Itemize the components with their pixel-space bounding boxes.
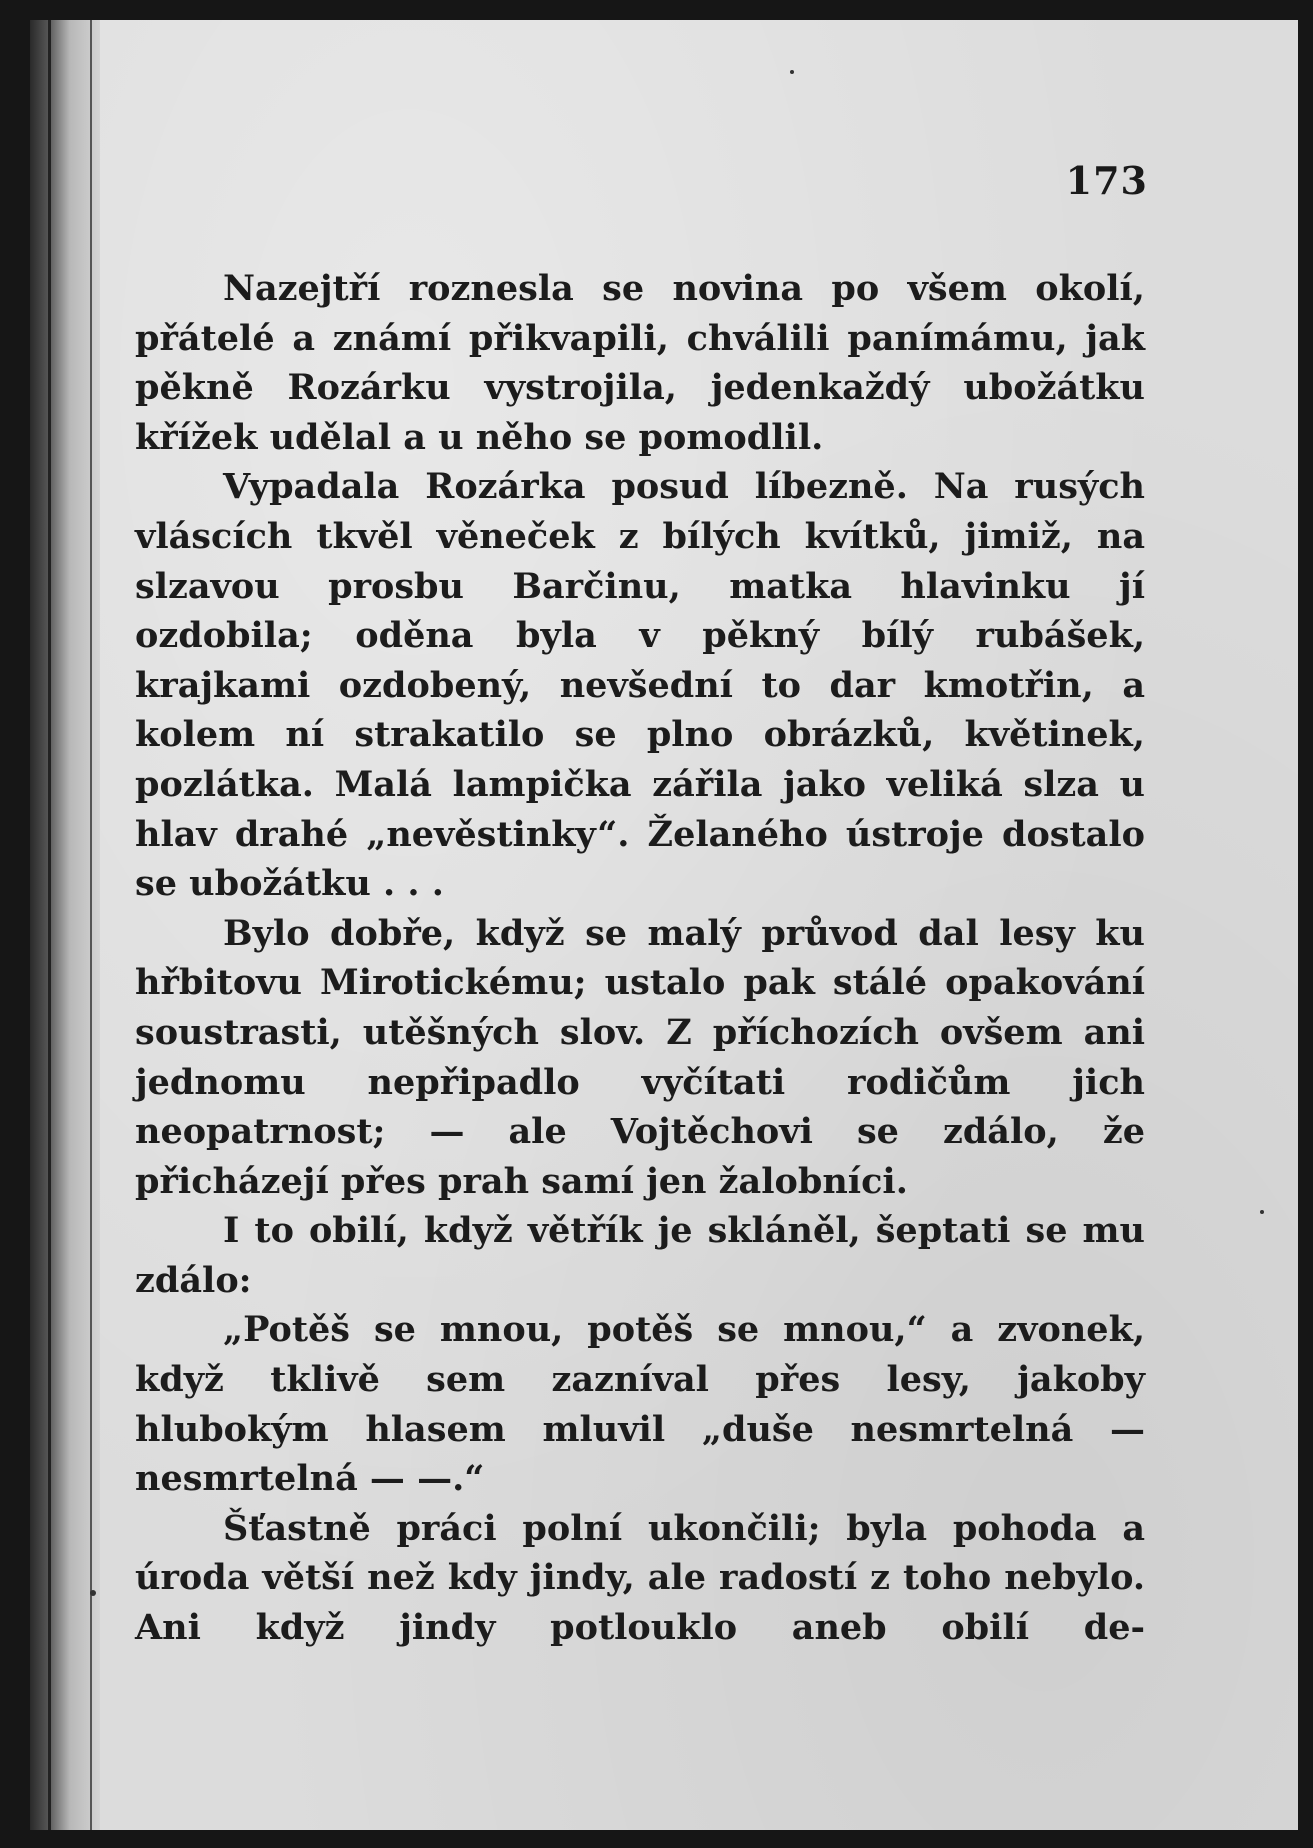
paragraph: Nazejtří roznesla se novina po všem okolí, přátelé a známí přikvapili, chválili panímámu, jak pěkně Rozárku vystrojila, jedenkaždý ubožátku křížek udělal a u něho se pomodlil. (135, 268, 1145, 458)
paragraph: I to obilí, když větřík je skláněl, šeptati se mu zdálo: (135, 1210, 1145, 1301)
paper-speck (790, 70, 794, 74)
paper-speck (1260, 1210, 1264, 1214)
paragraph: Šťastně práci polní ukončili; byla pohoda a úroda větší než kdy jindy, ale radostí z toho nebylo. Ani když jindy potlouklo aneb obilí de- (135, 1507, 1145, 1649)
book-page (30, 20, 1298, 1830)
page-number: 173 (1065, 158, 1148, 203)
paragraph: „Potěš se mnou, potěš se mnou,“ a zvonek, když tklivě sem zazníval přes lesy, jakoby hlubokým hlasem mluvil „duše nesmrtelná — nesmrtelná — —.“ (135, 1309, 1145, 1500)
paragraph: Bylo dobře, když se malý průvod dal lesy ku hřbitovu Mirotickému; ustalo pak stálé opakování soustrasti, utěšných slov. Z příchozích ovšem ani jednomu nepřipadlo vyčítati rodičům jich neopatrnost; — ale Vojtěchovi se zdálo, že přicházejí přes prah samí jen žalobníci. (135, 912, 1145, 1202)
gutter-edge-line (48, 20, 51, 1830)
paragraph: Vypadala Rozárka posud líbezně. Na rusých vláscích tkvěl věneček z bílých kvítků, jimiž, na slzavou prosbu Barčinu, matka hlavinku jí ozdobila; oděna byla v pěkný bílý rubášek, krajkami ozdobený, nevšední to dar kmotřin, a kolem ní strakatilo se plno obrázků, květinek, pozlátka. Malá lampička zářila jako veliká slza u hlav drahé „nevěstinky“. Želaného ústroje dostalo se ubožátku . . . (135, 466, 1145, 905)
body-text (135, 264, 1145, 1653)
paper-speck (90, 1590, 96, 1596)
gutter-edge-line (90, 20, 92, 1830)
